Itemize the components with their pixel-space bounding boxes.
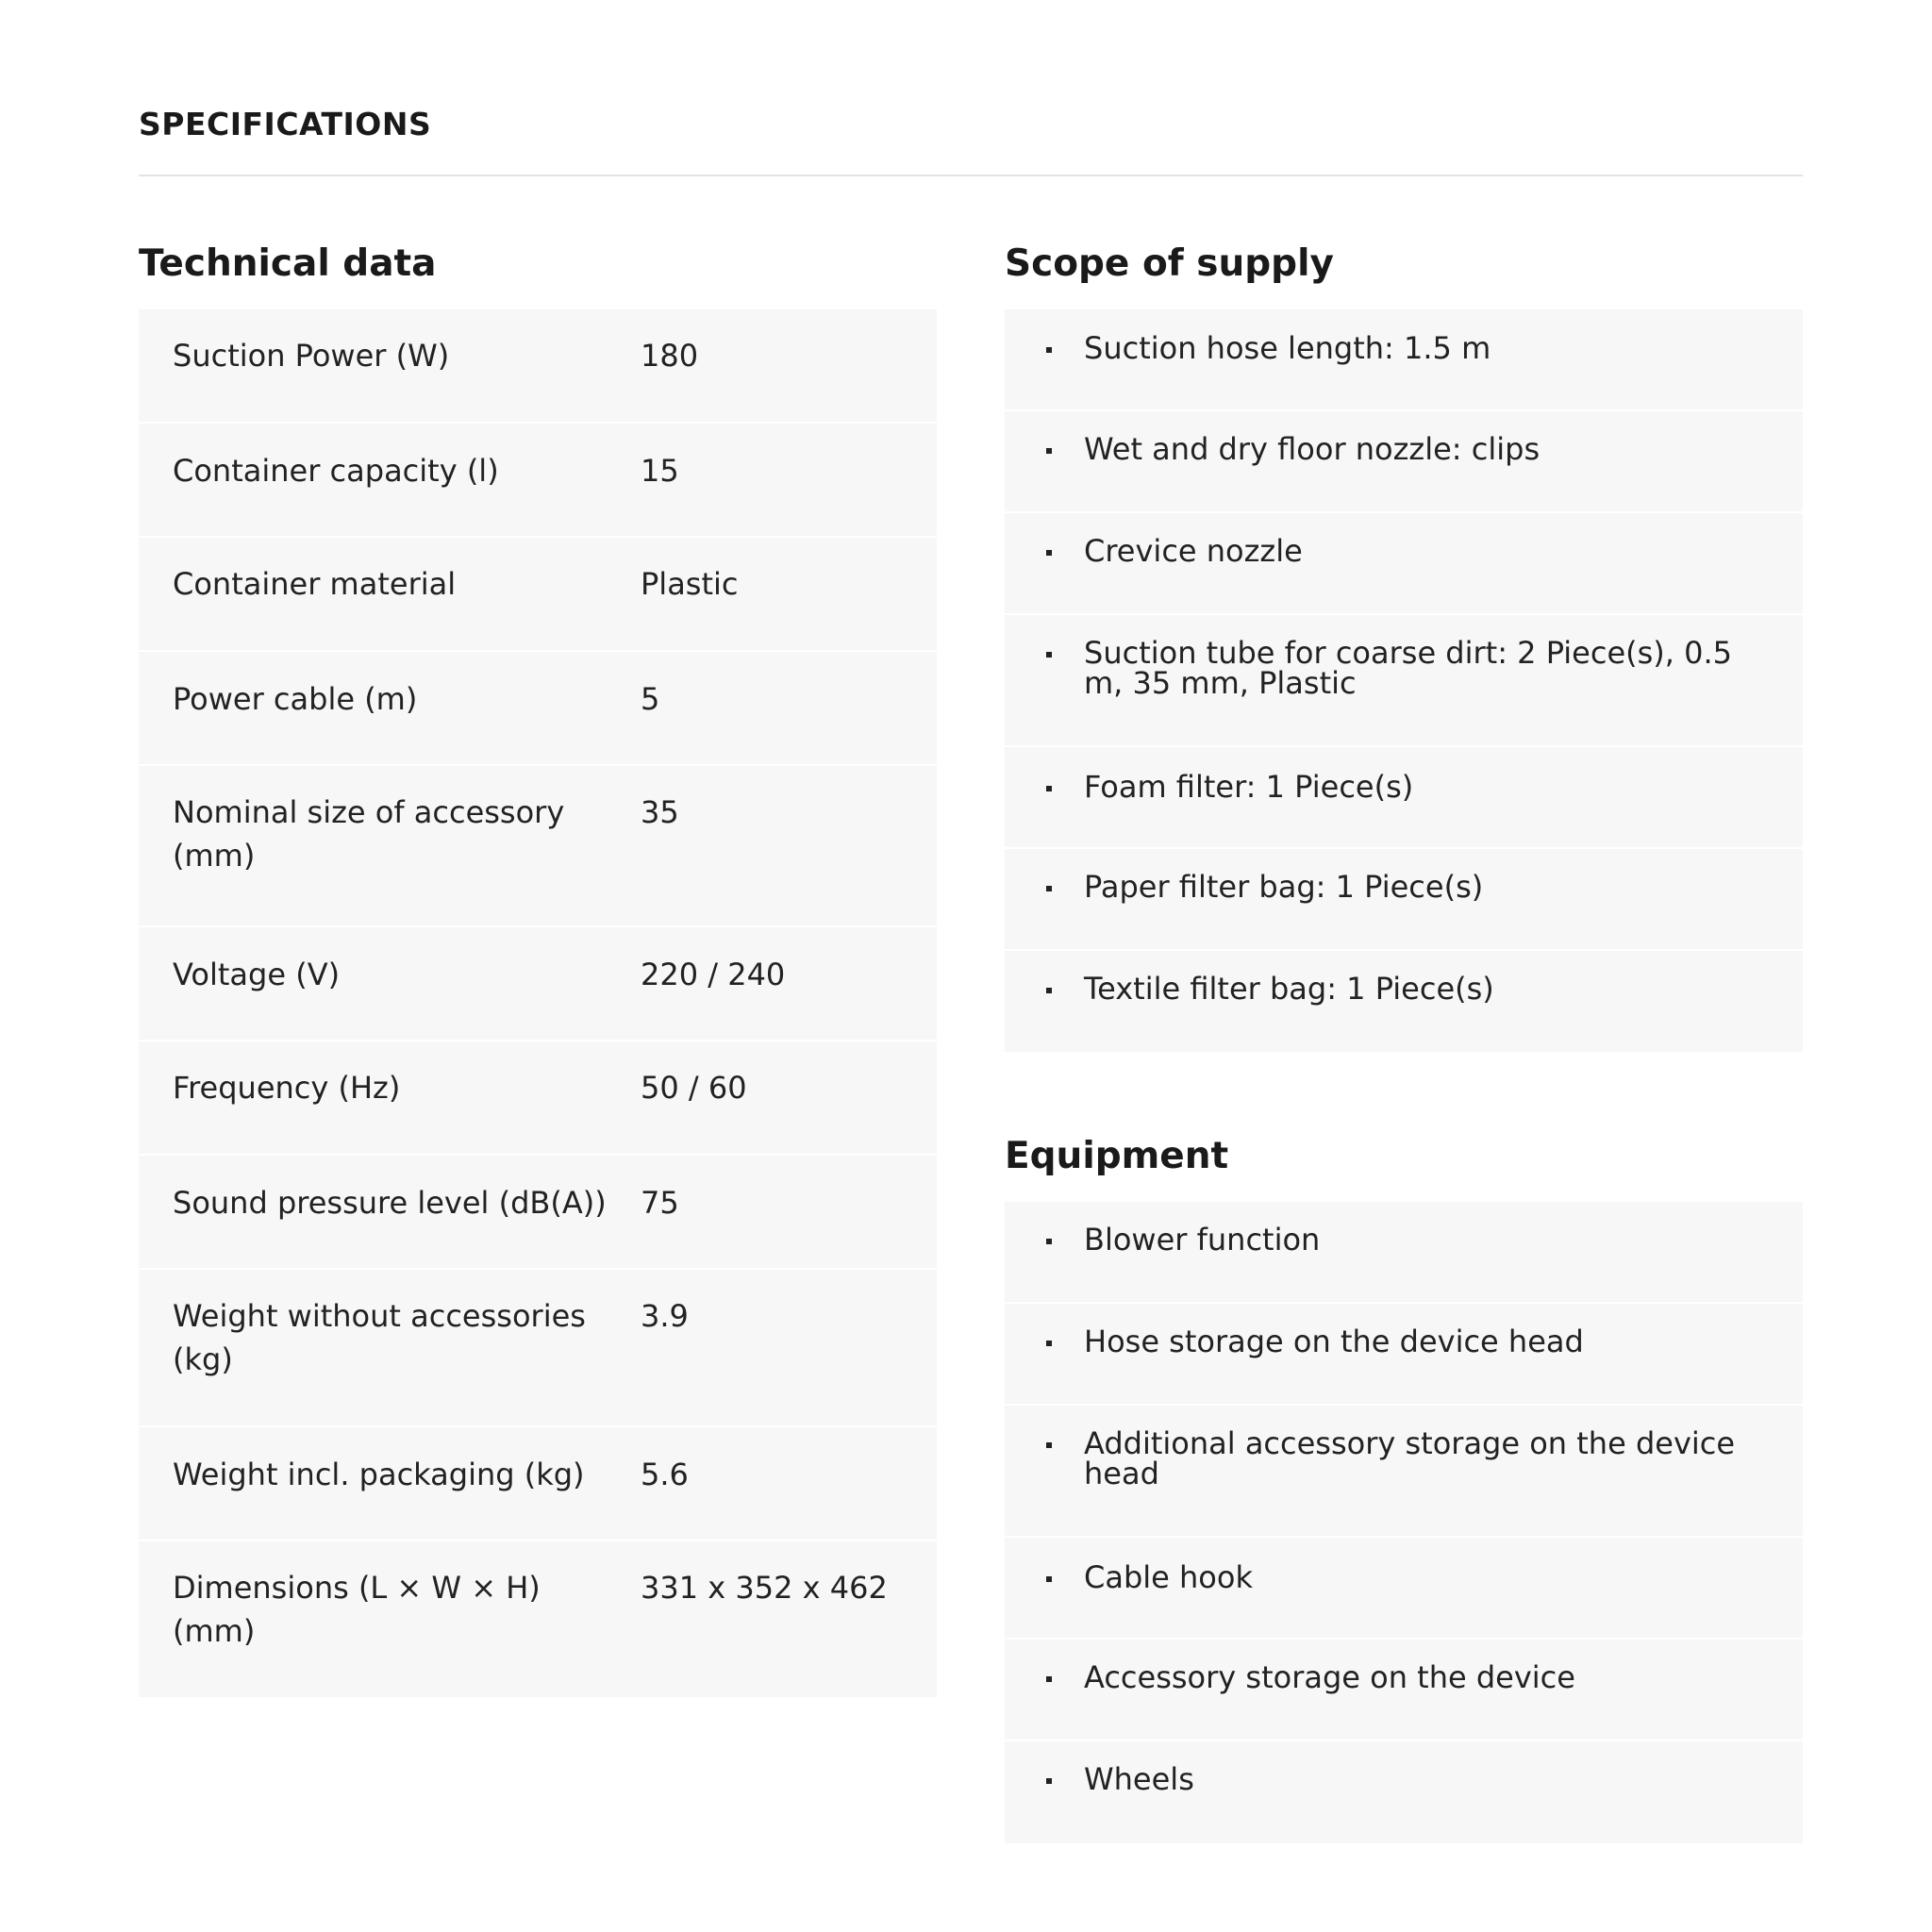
bullet-icon — [1046, 786, 1052, 791]
list-item — [1005, 1202, 1803, 1304]
list-item-text: Cable hook — [1084, 1559, 1253, 1595]
list-item-text: Suction tube for coarse dirt: 2 Piece(s), 0.5 m, 35 mm, Plastic — [1084, 635, 1733, 701]
tech-label: Container material — [173, 566, 457, 602]
tech-label: Container capacity (l) — [173, 453, 499, 489]
list-item — [1005, 411, 1803, 513]
list-item-text: Wet and dry floor nozzle: clips — [1084, 431, 1541, 467]
tech-label: Frequency (Hz) — [173, 1070, 401, 1106]
list-item-text: Foam filter: 1 Piece(s) — [1084, 769, 1414, 805]
tech-value: 35 — [641, 794, 679, 830]
list-item-text: Accessory storage on the device — [1084, 1659, 1575, 1695]
bullet-icon — [1046, 1442, 1052, 1448]
tech-row — [139, 652, 937, 766]
list-item-text: Suction hose length: 1.5 m — [1084, 330, 1491, 366]
list-item — [1005, 309, 1803, 411]
tech-value: 3.9 — [641, 1298, 689, 1334]
technical-data-table — [139, 309, 937, 1697]
list-item-text: Blower function — [1084, 1222, 1321, 1257]
tech-value: 5.6 — [641, 1457, 689, 1492]
bullet-icon — [1046, 1239, 1052, 1244]
bullet-icon — [1046, 1576, 1052, 1582]
bullet-icon — [1046, 550, 1052, 556]
tech-row — [139, 309, 937, 424]
bullet-icon — [1046, 347, 1052, 353]
list-item-text: Additional accessory storage on the device head — [1084, 1425, 1736, 1491]
tech-row — [139, 766, 937, 927]
tech-value: 50 / 60 — [641, 1070, 747, 1106]
list-item — [1005, 1741, 1803, 1843]
list-item — [1005, 849, 1803, 951]
list-item — [1005, 747, 1803, 849]
list-item — [1005, 951, 1803, 1052]
tech-label: Weight incl. packaging (kg) — [173, 1457, 585, 1492]
tech-value: 5 — [641, 681, 660, 717]
list-item-text: Wheels — [1084, 1761, 1194, 1797]
bullet-icon — [1046, 886, 1052, 891]
bullet-icon — [1046, 988, 1052, 993]
list-item — [1005, 1304, 1803, 1406]
tech-label: Weight without accessories (kg) — [173, 1298, 586, 1377]
tech-label: Power cable (m) — [173, 681, 418, 717]
list-item-text: Crevice nozzle — [1084, 533, 1303, 569]
technical-data-column — [139, 241, 937, 1697]
tech-value: 331 x 352 x 462 — [641, 1570, 888, 1606]
bullet-icon — [1046, 652, 1052, 658]
list-item-text: Paper filter bag: 1 Piece(s) — [1084, 869, 1484, 905]
bullet-icon — [1046, 448, 1052, 454]
specifications-heading: SPECIFICATIONS — [139, 106, 432, 142]
tech-row — [139, 1156, 937, 1270]
tech-row — [139, 1427, 937, 1541]
tech-value: 220 / 240 — [641, 957, 786, 992]
tech-row — [139, 1541, 937, 1697]
list-item-text: Hose storage on the device head — [1084, 1324, 1584, 1359]
list-item-text: Textile filter bag: 1 Piece(s) — [1084, 971, 1494, 1007]
tech-row — [139, 1041, 937, 1156]
scope-of-supply-list — [1005, 309, 1803, 1052]
tech-label: Suction Power (W) — [173, 338, 450, 374]
tech-label: Voltage (V) — [173, 957, 341, 992]
tech-row — [139, 538, 937, 652]
bullet-icon — [1046, 1676, 1052, 1682]
tech-label: Sound pressure level (dB(A)) — [173, 1185, 607, 1221]
tech-row — [139, 424, 937, 538]
list-item — [1005, 615, 1803, 747]
bullet-icon — [1046, 1341, 1052, 1346]
scope-of-supply-title: Scope of supply — [1005, 242, 1334, 285]
equipment-list — [1005, 1202, 1803, 1843]
tech-label: Dimensions (L × W × H) (mm) — [173, 1570, 541, 1649]
list-item — [1005, 513, 1803, 615]
tech-label: Nominal size of accessory (mm) — [173, 794, 565, 874]
list-item — [1005, 1406, 1803, 1538]
tech-value: Plastic — [641, 566, 739, 602]
technical-data-title: Technical data — [139, 242, 437, 285]
tech-value: 15 — [641, 453, 679, 489]
tech-value: 180 — [641, 338, 699, 374]
tech-row — [139, 927, 937, 1041]
section-divider — [139, 175, 1803, 176]
bullet-icon — [1046, 1778, 1052, 1784]
tech-row — [139, 1270, 937, 1427]
equipment-title: Equipment — [1005, 1135, 1229, 1177]
tech-value: 75 — [641, 1185, 679, 1221]
list-item — [1005, 1640, 1803, 1741]
list-item — [1005, 1538, 1803, 1640]
supply-equipment-column — [1005, 241, 1803, 1843]
